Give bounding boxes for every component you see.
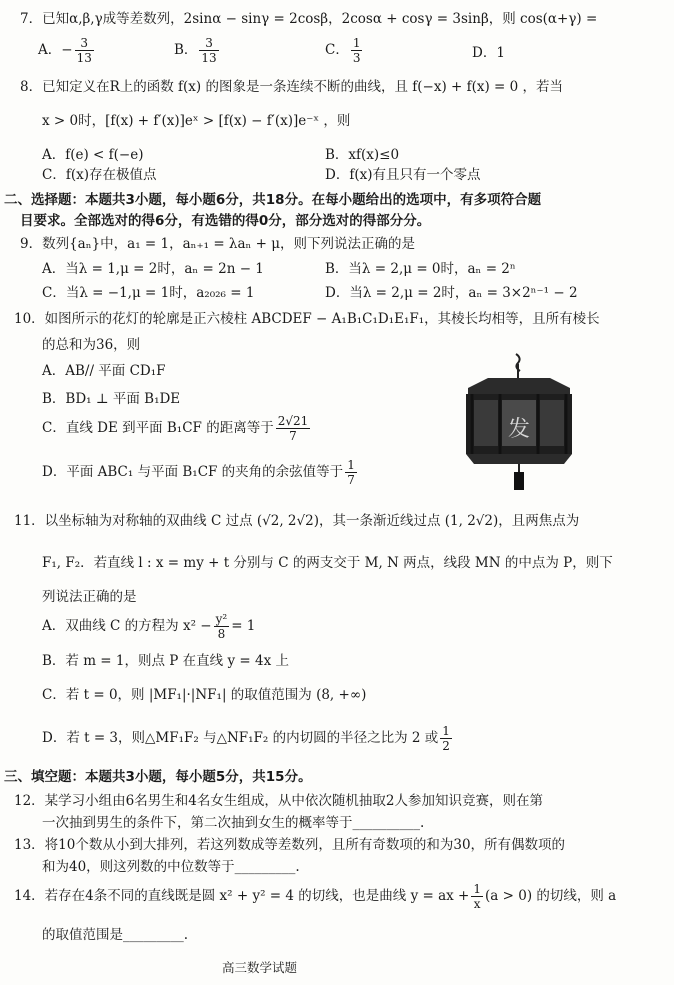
- q9-option-a[interactable]: A．当λ = 1,μ = 2时，aₙ = 2n − 1: [42, 261, 264, 277]
- q7-option-d[interactable]: D．1: [472, 45, 505, 61]
- q7-option-b[interactable]: B． $\frac{3}{13}$: [174, 36, 217, 65]
- section2-heading-line2: 目要求。全部选对的得6分，有选错的得0分，部分选对的得部分分。: [20, 213, 431, 229]
- q8-line1: 8．已知定义在R上的函数 f(x) 的图象是一条连续不断的曲线，且 f(−x) + f(x) = 0 ，若当: [20, 79, 564, 95]
- q11-line1: 11．以坐标轴为对称轴的双曲线 C 过点 (√2, 2√2)，其一条渐近线过点 (1, 2√2)，且两焦点为: [14, 513, 580, 529]
- q11-line3: 列说法正确的是: [42, 589, 137, 605]
- q7-option-b-fraction: $\frac{3}{13}$: [201, 36, 217, 65]
- q9-option-b[interactable]: B．当λ = 2,μ = 0时，aₙ = 2ⁿ: [325, 261, 516, 277]
- page-footer: 高三数学试题: [222, 960, 298, 975]
- lantern-character: 发: [507, 417, 531, 442]
- q11-option-c[interactable]: C．若 t = 0，则 |MF₁|·|NF₁| 的取值范围为 (8, +∞): [42, 687, 367, 703]
- q10-option-b[interactable]: B．BD₁ ⊥ 平面 B₁DE: [42, 391, 181, 407]
- q7-stem: 7．已知α,β,γ成等差数列，2sinα − sinγ = 2cosβ，2cosα + cosγ = 3sinβ，则 cos(α+γ) =: [20, 11, 598, 27]
- q10-option-c-fraction: $\frac{2√21}{7}$: [277, 414, 309, 443]
- q11-option-a[interactable]: A．双曲线 C 的方程为 x² − $\frac{\text{y²}}{8}$ = 1: [42, 612, 256, 641]
- q10-line2: 的总和为36，则: [42, 337, 141, 353]
- section3-heading: 三、填空题：本题共3小题，每小题5分，共15分。: [4, 769, 312, 785]
- q8-line2: x > 0时，[f(x) + f′(x)]eˣ > [f(x) − f′(x)]e⁻ˣ ，则: [42, 113, 351, 129]
- q8-option-a[interactable]: A．f(e) < f(−e): [42, 147, 144, 163]
- q7-option-c-fraction: $\frac{1}{3}$: [352, 36, 361, 65]
- q7-option-c[interactable]: C． $\frac{1}{3}$: [325, 36, 361, 65]
- q11-option-d[interactable]: D．若 t = 3，则△MF₁F₂ 与△NF₁F₂ 的内切圆的半径之比为 2 或 $\frac{1}{2}$: [42, 724, 450, 753]
- q8-option-b[interactable]: B．xf(x)≤0: [325, 147, 400, 163]
- hexagonal-lantern-figure: [458, 352, 580, 492]
- q13-line2: 和为40，则这列数的中位数等于_________.: [42, 859, 300, 875]
- q14-line1: 14．若存在4条不同的直线既是圆 x² + y² = 4 的切线，也是曲线 y = ax + $\frac{1}{x}$ (a > 0) 的切线，则 a: [14, 882, 617, 911]
- q13-line1: 13．将10个数从小到大排列，若这列数成等差数列，且所有奇数项的和为30，所有偶数项的: [14, 837, 566, 853]
- q12-line1: 12．某学习小组由6名男生和4名女生组成，从中依次随机抽取2人参加知识竞赛，则在第: [14, 793, 543, 809]
- q9-option-d[interactable]: D．当λ = 2,μ = 2时，aₙ = 3×2ⁿ⁻¹ − 2: [325, 285, 578, 301]
- q9-stem: 9．数列{aₙ}中，a₁ = 1，aₙ₊₁ = λaₙ + μ，则下列说法正确的是: [20, 236, 416, 252]
- lantern-svg: [458, 352, 580, 492]
- q8-option-c[interactable]: C．f(x)存在极值点: [42, 167, 157, 183]
- q11-line2: F₁, F₂．若直线 l : x = my + t 分别与 C 的两支交于 M, N 两点，线段 MN 的中点为 P，则下: [42, 555, 613, 571]
- q11-option-b[interactable]: B．若 m = 1，则点 P 在直线 y = 4x 上: [42, 653, 289, 669]
- q10-option-d-fraction: $\frac{1}{7}$: [347, 458, 355, 487]
- q10-option-c[interactable]: C．直线 DE 到平面 B₁CF 的距离等于 $\frac{2√21}{7}$: [42, 414, 309, 443]
- q10-option-d[interactable]: D．平面 ABC₁ 与平面 B₁CF 的夹角的余弦值等于 $\frac{1}{7}$: [42, 458, 355, 487]
- q14-line2: 的取值范围是_________.: [42, 927, 189, 943]
- q14-fraction: $\frac{1}{x}$: [473, 882, 482, 911]
- q7-option-a-fraction: $\frac{3}{13}$: [76, 36, 92, 65]
- q11-option-a-fraction: $\frac{\text{y²}}{8}$: [215, 612, 228, 641]
- q12-line2: 一次抽到男生的条件下，第二次抽到女生的概率等于__________.: [42, 815, 425, 831]
- q10-line1: 10．如图所示的花灯的轮廓是正六棱柱 ABCDEF − A₁B₁C₁D₁E₁F₁，其棱长均相等，且所有棱长: [14, 311, 600, 327]
- q7-option-a[interactable]: A．− $\frac{3}{13}$: [38, 36, 92, 65]
- q10-option-a[interactable]: A．AB// 平面 CD₁F: [42, 363, 166, 379]
- q9-option-c[interactable]: C．当λ = −1,μ = 1时，a₂₀₂₆ = 1: [42, 285, 255, 301]
- q8-option-d[interactable]: D．f(x)有且只有一个零点: [325, 167, 481, 183]
- section2-heading-line1: 二、选择题：本题共3小题，每小题6分，共18分。在每小题给出的选项中，有多项符合题: [4, 192, 542, 208]
- q11-option-d-fraction: $\frac{1}{2}$: [442, 724, 450, 753]
